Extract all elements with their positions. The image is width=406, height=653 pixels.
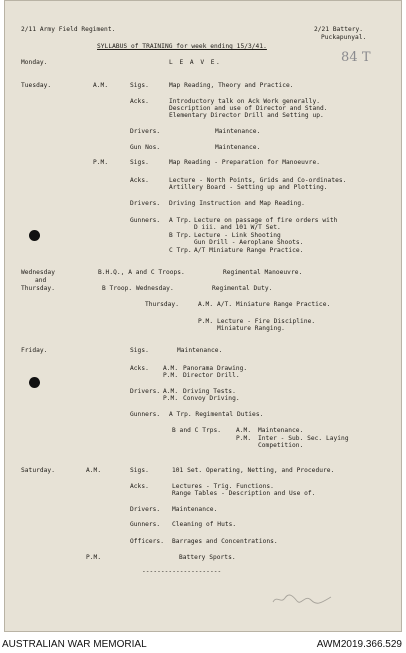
day-monday: Monday. [21,59,48,66]
activity: Maintenance. [215,144,261,151]
activity: Lecture - Link Shooting [194,232,281,239]
group-label: Gunners. [130,411,161,418]
time-pm: P.M. [198,318,214,325]
troop-label: B Troop. Wednesday. [102,285,174,292]
activity: Gun Drill - Aeroplane Shoots. [194,239,304,246]
time-pm: P.M. [93,159,109,166]
group-label: Drivers. [130,128,161,135]
activity: D iii. and 101 W/T Set. [194,224,281,231]
time-am: A.M. [236,427,252,434]
day-thursday: Thursday. [21,285,55,292]
activity: Driving Instruction and Map Reading. [169,200,305,207]
battery-name: 2/21 Battery. [314,26,364,33]
activity: Cleaning of Huts. [172,521,237,528]
activity: Miniature Ranging. [217,325,285,332]
group-label: Drivers. [130,506,161,513]
time-pm: P.M. [163,395,179,402]
punch-hole [29,230,40,241]
group-label: Sigs. [130,467,149,474]
activity: Description and use of Director and Stand. [169,105,328,112]
location: Puckapunyal. [321,34,367,41]
group-label: Acks. [130,98,149,105]
time-pm: P.M. [86,554,102,561]
activity: A/T Miniature Range Practice. [194,247,304,254]
troop-label: B and C Trps. [172,427,222,434]
troop-label: A Trp. [169,217,192,224]
activity: Lecture - North Points, Grids and Co-ordinates. [169,177,347,184]
activity: Map Reading - Preparation for Manoeuvre. [169,159,321,166]
group-label: Gun Nos. [130,144,161,151]
activity: Panorama Drawing. [183,365,248,372]
day-tuesday: Tuesday. [21,82,52,89]
group-label: Drivers. [130,200,161,207]
activity: 101 Set. Operating, Netting, and Procedure. [172,467,335,474]
closing-rule: --------------------- [142,568,222,575]
day-friday: Friday. [21,347,48,354]
time-pm: P.M. [236,435,252,442]
archive-footer [0,636,406,653]
troop-label: C Trp. [169,247,192,254]
day-label: Thursday. [145,301,179,308]
time-pm: P.M. [163,372,179,379]
activity: Regimental Duty. [212,285,273,292]
group-label: Acks. [130,483,149,490]
activity: Maintenance. [172,506,218,513]
group-label: Gunners. [130,217,161,224]
troop-label: B Trp. [169,232,192,239]
document-title: SYLLABUS of TRAINING for week ending 15/3/41. [97,43,267,50]
time-am: A.M. [198,301,214,308]
activity: A Trp. Regimental Duties. [169,411,264,418]
group-label: Sigs. [130,347,149,354]
monday-leave: L E A V E. [169,59,222,66]
activity: Lectures - Trig. Functions. [172,483,274,490]
activity: Elementary Director Drill and Setting up. [169,112,324,119]
archive-name: AUSTRALIAN WAR MEMORIAL [2,639,147,650]
activity: Barrages and Concentrations. [172,538,278,545]
time-am: A.M. [86,467,102,474]
time-am: A.M. [163,365,179,372]
accession-number: AWM2019.366.529 [316,639,402,650]
time-am: A.M. [93,82,109,89]
time-am: A.M. [163,388,179,395]
punch-hole [29,377,40,388]
activity: Lecture on passage of fire orders with [194,217,338,224]
activity: Maintenance. [258,427,304,434]
activity: Driving Tests. [183,388,236,395]
activity: Introductory talk on Ack Work generally. [169,98,321,105]
group-label: Officers. [130,538,164,545]
group-label: Acks. [130,365,149,372]
activity: Director Drill. [183,372,240,379]
activity: Maintenance. [177,347,223,354]
day-saturday: Saturday. [21,467,55,474]
group-label: Acks. [130,177,149,184]
day-wednesday: Wednesday [21,269,55,276]
day-and: and [35,277,47,284]
group-label: Sigs. [130,159,149,166]
activity: Regimental Manoeuvre. [223,269,303,276]
activity: Convoy Driving. [183,395,240,402]
unit-name: 2/11 Army Field Regiment. [21,26,116,33]
activity: Competition. [258,442,304,449]
group-label: Sigs. [130,82,149,89]
activity: Inter - Sub. Sec. Laying [258,435,349,442]
group-label: Drivers. [130,388,161,395]
handwritten-annotation: 84 T [341,50,371,65]
signature-scribble [271,591,335,607]
group-label: Gunners. [130,521,161,528]
activity: Map Reading, Theory and Practice. [169,82,294,89]
troop-label: B.H.Q., A and C Troops. [98,269,185,276]
activity: Battery Sports. [179,554,236,561]
activity: A/T. Miniature Range Practice. [217,301,331,308]
activity: Lecture - Fire Discipline. [217,318,316,325]
activity: Artillery Board - Setting up and Plotting. [169,184,328,191]
document-page [4,0,402,632]
activity: Range Tables - Description and Use of. [172,490,316,497]
activity: Maintenance. [215,128,261,135]
